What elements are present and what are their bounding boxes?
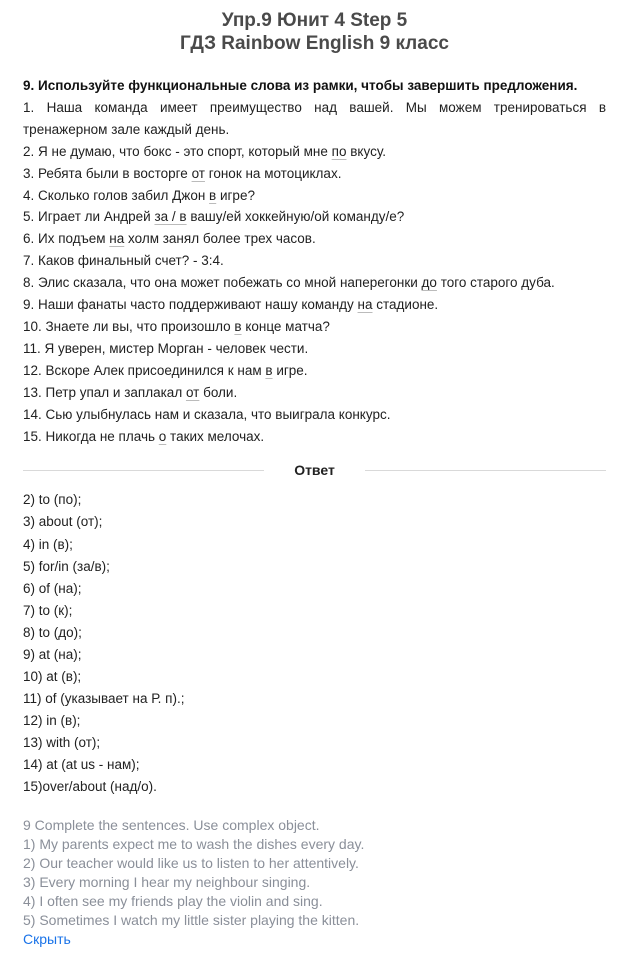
sentence-text: 2. Я не думаю, что бокс - это спорт, который мне (23, 143, 332, 159)
extra-line: 2) Our teacher would like us to listen to her attentively. (23, 854, 359, 871)
answer-item: 12) in (в); (23, 712, 81, 728)
inserted-word: в (234, 318, 242, 334)
sentence-text-end: того старого дуба. (436, 275, 555, 291)
sentence-item (23, 316, 606, 338)
answer-item: 2) to (по); (23, 492, 82, 508)
sentence-item (23, 228, 606, 250)
answer-list (23, 489, 606, 798)
answer-item: 6) of (на); (23, 580, 82, 596)
sentence-text: 11. Я уверен, мистер Морган - человек чести. (23, 340, 309, 356)
sentence-item (23, 360, 606, 382)
sentence-text: 1. Наша команда имеет преимущество над вашей. Мы можем тренироваться в тренажерном зале каждый день. (23, 99, 606, 137)
sentence-text: 6. Их подъем (23, 231, 110, 247)
sentence-text-end: вкусу. (346, 143, 386, 159)
sentence-text: 7. Каков финальный счет? - 3:4. (23, 253, 224, 269)
answer-label: Ответ (294, 462, 335, 479)
divider-line-left (23, 470, 264, 471)
sentence-text: 9. Наши фанаты часто поддерживают нашу команду (23, 297, 358, 313)
inserted-word: на (109, 231, 125, 247)
sentence-item (23, 404, 606, 426)
sentence-item (23, 426, 606, 448)
extra-line: 1) My parents expect me to wash the dishes every day. (23, 835, 365, 852)
answer-item: 5) for/in (за/в); (23, 558, 110, 574)
inserted-word: о (158, 428, 167, 444)
inserted-word: в (265, 362, 273, 378)
sentence-text-end: игре. (272, 362, 308, 378)
sentence-item (23, 163, 606, 185)
sentence-item (23, 382, 606, 404)
sentence-text: 15. Никогда не плачь (23, 428, 159, 444)
answer-item: 4) in (в); (23, 536, 73, 552)
sentence-text-end: стадионе. (372, 297, 439, 313)
extra-exercise (23, 816, 606, 948)
inserted-word: от (185, 384, 200, 400)
answer-divider (23, 459, 606, 481)
sentence-text-end: вашу/ей хоккейную/ой команду/е? (186, 209, 405, 225)
sentence-text: 8. Элис сказала, что она может побежать со мной наперегонки (23, 275, 422, 291)
extra-line: 5) Sometimes I watch my little sister playing the kitten. (23, 911, 360, 928)
sentence-text: 4. Сколько голов забил Джон (23, 187, 210, 203)
divider-line-right (365, 470, 606, 471)
sentence-item (23, 97, 606, 141)
answer-item: 13) with (от); (23, 734, 101, 750)
inserted-word: на (357, 297, 373, 313)
sentence-text-end: холм занял более трех часов. (124, 231, 316, 247)
sentence-text: 13. Петр упал и заплакал (23, 384, 186, 400)
sentence-text-end: боли. (199, 384, 238, 400)
title-line-1: Упр.9 Юнит 4 Step 5 (221, 10, 408, 31)
answer-item: 9) at (на); (23, 646, 82, 662)
extra-line: 3) Every morning I hear my neighbour singing. (23, 873, 311, 890)
inserted-word: от (191, 165, 205, 181)
inserted-word: за / в (154, 209, 187, 225)
sentence-text-end: конце матча? (241, 318, 330, 334)
sentence-text-end: таких мелочах. (166, 428, 265, 444)
sentence-item (23, 272, 606, 294)
page-title (23, 0, 606, 55)
inserted-word: до (421, 275, 437, 291)
sentence-text: 10. Знаете ли вы, что произошло (23, 318, 235, 334)
sentence-item (23, 185, 606, 207)
sentence-item (23, 338, 606, 360)
answer-item: 10) at (в); (23, 668, 82, 684)
task-block (23, 75, 606, 447)
sentence-text: 3. Ребята были в восторге (23, 165, 192, 181)
sentence-text: 5. Играет ли Андрей (23, 209, 155, 225)
answer-item: 7) to (к); (23, 602, 73, 618)
sentence-item (23, 250, 606, 272)
sentence-text-end: гонок на мотоциклах. (204, 165, 342, 181)
answer-item: 15)over/about (над/о). (23, 779, 157, 795)
sentence-item (23, 294, 606, 316)
sentence-list (23, 97, 606, 448)
hide-link[interactable]: Скрыть (23, 930, 71, 947)
answer-item: 11) of (указывает на Р. п).; (23, 690, 185, 706)
answer-item: 14) at (at us - нам); (23, 756, 140, 772)
inserted-word: в (209, 187, 217, 203)
answer-item: 8) to (до); (23, 624, 82, 640)
task-heading: 9. Используйте функциональные слова из рамки, чтобы завершить предложения. (23, 78, 578, 93)
sentence-text-end: игре? (216, 187, 255, 203)
extra-line: 9 Complete the sentences. Use complex object. (23, 817, 320, 834)
sentence-text: 14. Сью улыбнулась нам и сказала, что выиграла конкурс. (23, 406, 391, 422)
answer-item: 3) about (от); (23, 514, 103, 530)
extra-line: 4) I often see my friends play the violin and sing. (23, 892, 323, 909)
sentence-item (23, 141, 606, 163)
title-line-2: ГДЗ Rainbow English 9 класс (180, 33, 449, 54)
sentence-item (23, 206, 606, 228)
sentence-text: 12. Вскоре Алек присоединился к нам (23, 362, 266, 378)
inserted-word: по (331, 143, 347, 159)
